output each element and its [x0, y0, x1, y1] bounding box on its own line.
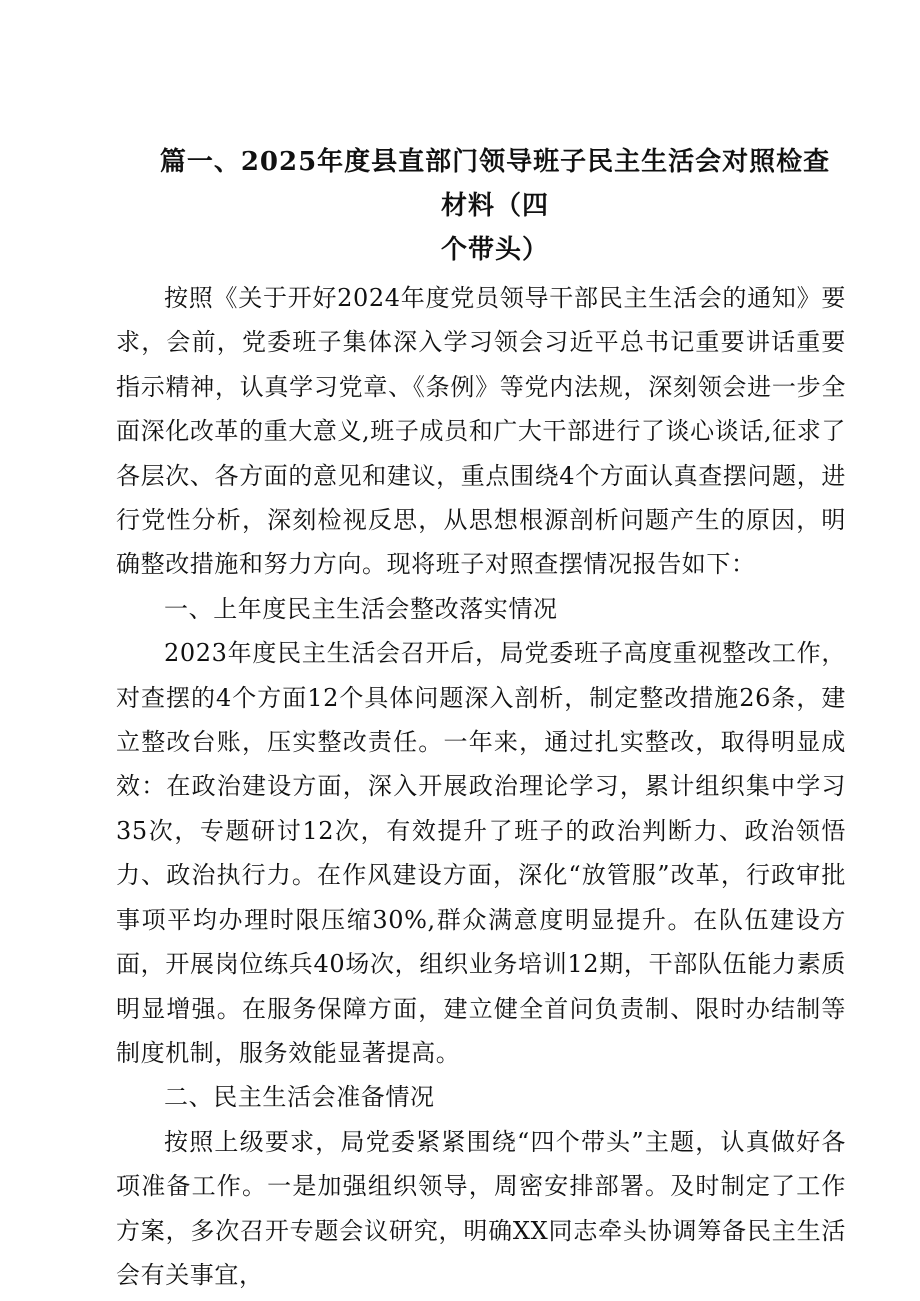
- rectification-paragraph: 2023年度民主生活会召开后，局党委班子高度重视整改工作，对查摆的4个方面12个具体问题深入剖析，制定整改措施26条，建立整改台账，压实整改责任。一年来，通过扎实整改，取得明显成效：在政治建设方面，深入开展政治理论学习，累计组织集中学习35次，专题研讨12次，有效提升了班子的政治判断力、政治领悟力、政治执行力。在作风建设方面，深化“放管服”改革，行政审批事项平均办理时限压缩30%,群众满意度明显提升。在队伍建设方面，开展岗位练兵40场次，组织业务培训12期，干部队伍能力素质明显增强。在服务保障方面，建立健全首问负责制、限时办结制等制度机制，服务效能显著提高。: [116, 639, 846, 1067]
- preparation-paragraph: 按照上级要求，局党委紧紧围绕“四个带头”主题，认真做好各项准备工作。一是加强组织领导，周密安排部署。及时制定了工作方案，多次召开专题会议研究，明确XX同志牵头协调筹备民主生活会有关事宜，: [116, 1127, 846, 1289]
- document-title: [150, 140, 840, 272]
- document-body: [116, 276, 846, 1297]
- section-heading-2: 二、民主生活会准备情况: [164, 1083, 435, 1112]
- title-line-2: 个带头）: [440, 235, 549, 265]
- title-line-1: 篇一、2025年度县直部门领导班子民主生活会对照检查材料（四: [159, 147, 831, 221]
- section-heading-1: 一、上年度民主生活会整改落实情况: [164, 594, 558, 623]
- intro-paragraph: 按照《关于开好2024年度党员领导干部民主生活会的通知》要求，会前，党委班子集体深入学习领会习近平总书记重要讲话重要指示精神，认真学习党章、《条例》等党内法规，深刻领会进一步全面深化改革的重大意义,班子成员和广大干部进行了谈心谈话,征求了各层次、各方面的意见和建议，重点围绕4个方面认真查摆问题，进行党性分析，深刻检视反思，从思想根源剖析问题产生的原因，明确整改措施和努力方向。现将班子对照查摆情况报告如下：: [116, 284, 846, 579]
